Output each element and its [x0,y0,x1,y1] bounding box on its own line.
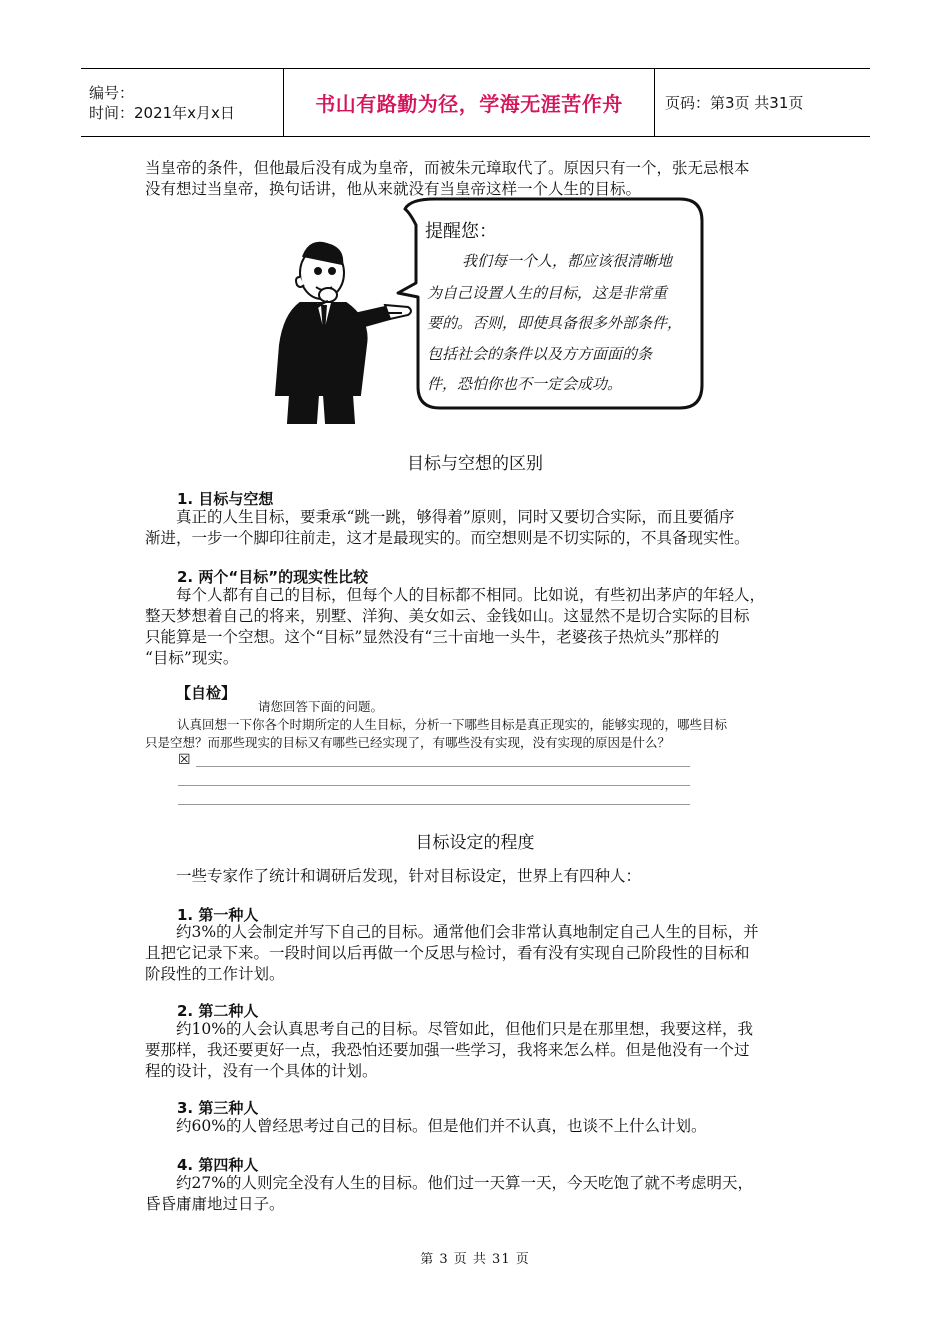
type-4-title: 4. 第四种人 [177,1156,259,1174]
paragraph-line: 真正的人生目标，要秉承“跳一跳，够得着”原则，同时又要切合实际，而且要循序 [176,508,735,526]
checkbox-icon[interactable]: ☒ [178,752,191,768]
businessman-figure [276,243,411,423]
paragraph-line: 程的设计，没有一个具体的计划。 [145,1062,378,1080]
paragraph-line: 约10%的人会认真思考自己的目标。尽管如此，但他们只是在那里想，我要这样，我 [176,1020,753,1038]
paragraph-line: 渐进，一步一个脚印往前走，这才是最现实的。而空想则是不切实际的，不具备现实性。 [145,529,750,547]
reminder-line-5: 件，恐怕你也不一定会成功。 [427,375,623,393]
paragraph-line: 约27%的人则完全没有人生的目标。他们过一天算一天，今天吃饱了就不考虑明天， [176,1174,753,1192]
type-2-title: 2. 第二种人 [177,1002,259,1020]
reminder-line-1: 我们每一个人，都应该很清晰地 [462,252,673,270]
page-header [81,68,870,137]
paragraph-line: 约3%的人会制定并写下自己的目标。通常他们会非常认真地制定自己人生的目标，并 [176,923,759,941]
answer-line[interactable] [196,766,690,767]
paragraph-line: 昏昏庸庸地过日子。 [145,1195,285,1213]
header-page-info: 页码：第3页 共31页 [665,94,804,112]
selfcheck-question-line-2: 只是空想？而那些现实的目标又有哪些已经实现了，有哪些没有实现，没有实现的原因是什么？ [145,735,671,750]
selfcheck-prompt: 请您回答下面的问题。 [258,699,384,714]
answer-line[interactable] [178,804,690,805]
header-meta [81,69,283,136]
intro-line-2: 没有想过当皇帝，换句话讲，他从来就没有当皇帝这样一个人生的目标。 [145,180,642,198]
paragraph-line: 每个人都有自己的目标，但每个人的目标都不相同。比如说，有些初出茅庐的年轻人， [176,586,766,604]
paragraph-line: 整天梦想着自己的将来，别墅、洋狗、美女如云、金钱如山。这显然不是切合实际的目标 [145,607,750,625]
reminder-line-2: 为自己设置人生的目标，这是非常重 [427,284,668,302]
reminder-title: 提醒您： [425,221,497,242]
paragraph-line: 要那样，我还要更好一点，我恐怕还要加强一些学习，我将来怎么样。但是他没有一个过 [145,1041,750,1059]
header-motto-cell [283,69,655,136]
subheading-goal-and-fantasy: 1. 目标与空想 [177,490,274,508]
paragraph-line: 只能算是一个空想。这个“目标”显然没有“三十亩地一头牛，老婆孩子热炕头”那样的 [145,628,720,646]
subheading-two-goals: 2. 两个“目标”的现实性比较 [177,568,369,586]
intro-line-1: 当皇帝的条件，但他最后没有成为皇帝，而被朱元璋取代了。原因只有一个，张无忌根本 [145,159,750,177]
section-heading-goal-setting: 目标设定的程度 [415,833,535,853]
section2-intro: 一些专家作了统计和调研后发现，针对目标设定，世界上有四种人： [176,867,642,885]
time-label: 时间：2021年x月x日 [89,103,235,122]
type-3-title: 3. 第三种人 [177,1099,259,1117]
section-heading-goal-vs-fantasy: 目标与空想的区别 [407,454,543,474]
selfcheck-title: 【自检】 [176,684,237,702]
paragraph-line: 阶段性的工作计划。 [145,965,285,983]
header-motto: 书山有路勤为径，学海无涯苦作舟 [315,92,623,116]
type-1-title: 1. 第一种人 [177,906,259,924]
number-label: 编号： [89,83,135,102]
selfcheck-question-line-1: 认真回想一下你各个时期所定的人生目标，分析一下哪些目标是真正现实的，能够实现的，哪些目标 [177,717,728,732]
paragraph-line: 且把它记录下来。一段时间以后再做一个反思与检讨，看有没有实现自己阶段性的目标和 [145,944,750,962]
paragraph-line: “目标”现实。 [145,649,239,667]
paragraph-line: 约60%的人曾经思考过自己的目标。但是他们并不认真，也谈不上什么计划。 [176,1117,707,1135]
reminder-line-4: 包括社会的条件以及方方面面的条 [427,345,653,363]
page-footer: 第 3 页 共 31 页 [420,1252,530,1267]
answer-line[interactable] [178,785,690,786]
reminder-line-3: 要的。否则，即使具备很多外部条件， [427,314,683,332]
